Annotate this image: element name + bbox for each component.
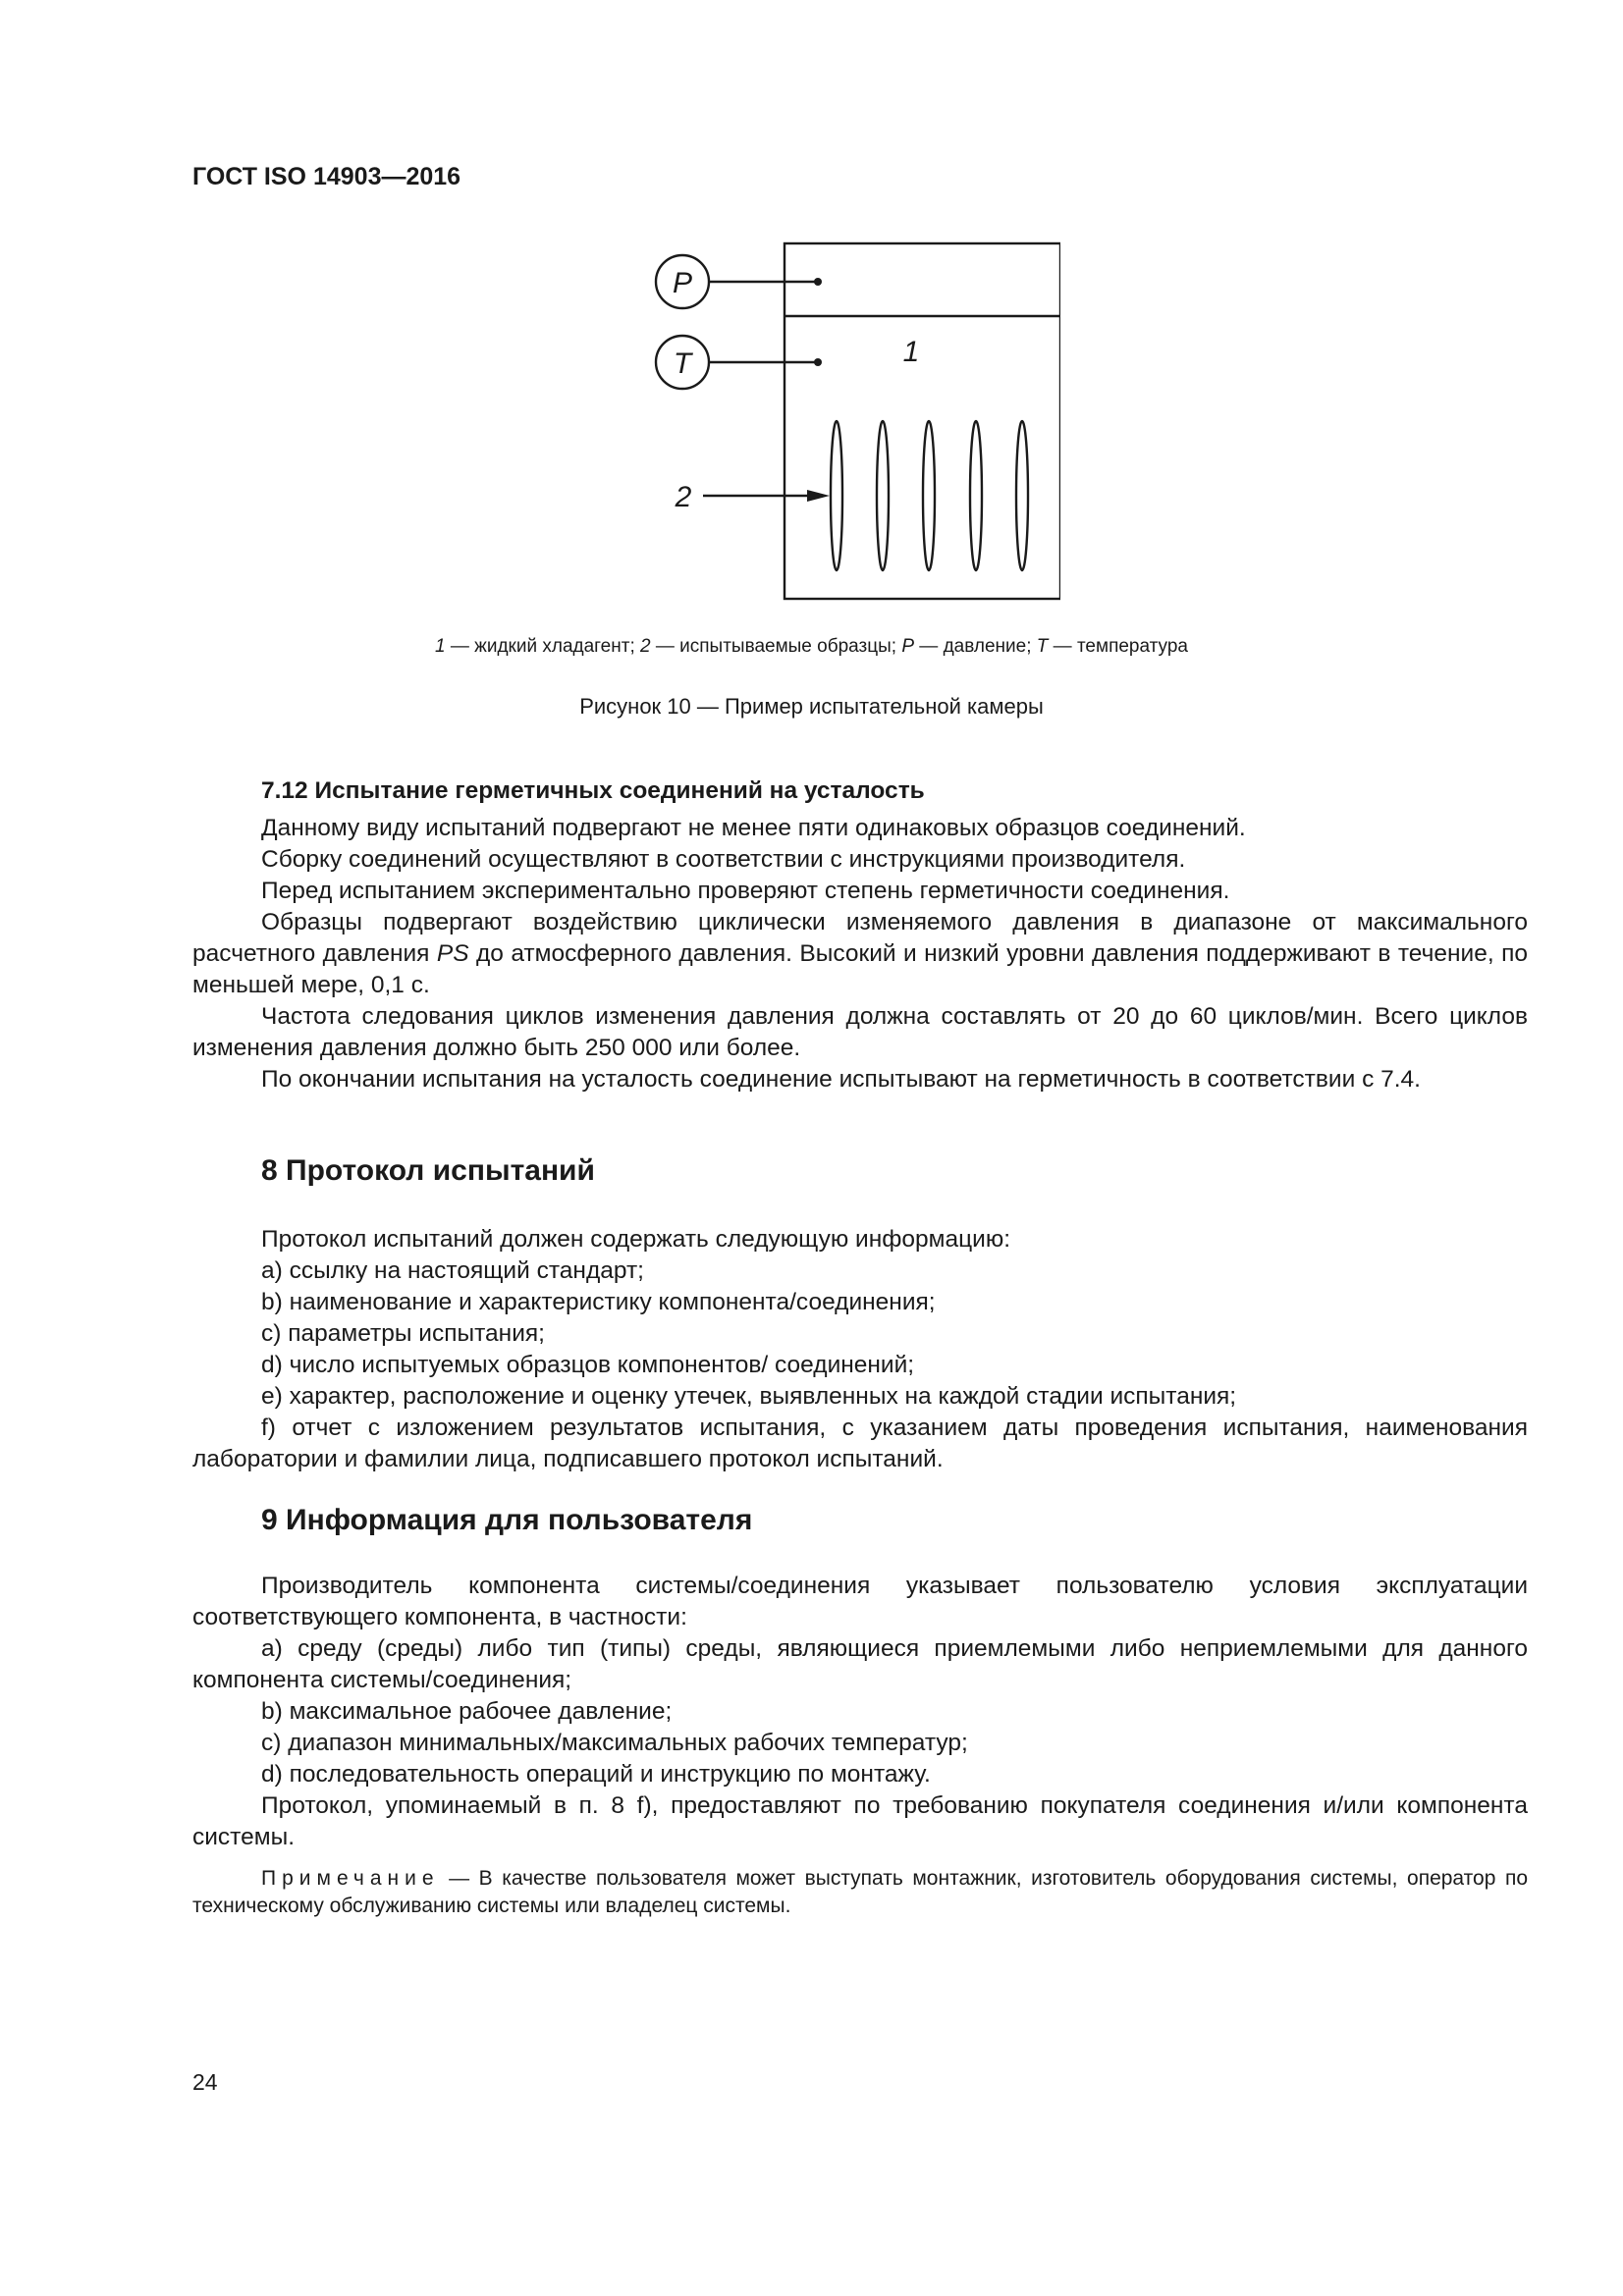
note (192, 1865, 1528, 1920)
paragraph: Протокол, упоминаемый в п. 8 f), предоставляют по требованию покупателя соединения и/или компонента системы. (192, 1792, 1528, 1850)
list-item: b) максимальное рабочее давление; (261, 1698, 673, 1725)
sample-4 (970, 421, 982, 570)
paragraph: Протокол испытаний должен содержать следующую информацию: (261, 1226, 1011, 1253)
list-item: e) характер, расположение и оценку утечек, выявленных на каждой стадии испытания; (261, 1383, 1237, 1410)
figure-label-1: 1 (902, 336, 920, 368)
figure-caption: Рисунок 10 — Пример испытательной камеры (579, 694, 1044, 719)
sample-3 (923, 421, 935, 570)
sample-1 (831, 421, 842, 570)
sample-2 (877, 421, 889, 570)
pressure-point (814, 278, 822, 286)
section-8-body (192, 1224, 1528, 1475)
figure-legend: 1 — жидкий хладагент; 2 — испытываемые образцы; P — давление; T — температура (435, 636, 1188, 657)
legend-key-p: P (901, 636, 915, 657)
section-9-title: 9 Информация для пользователя (261, 1504, 753, 1536)
paragraph: По окончании испытания на усталость соединение испытывают на герметичность в соответствии с 7.4. (261, 1066, 1421, 1093)
section-7-12-title: 7.12 Испытание герметичных соединений на усталость (261, 777, 925, 804)
paragraph: Перед испытанием экспериментально проверяют степень герметичности соединения. (261, 878, 1230, 904)
sample-5 (1016, 421, 1028, 570)
paragraph: Образцы подвергают воздействию циклически изменяемого давления в диапазоне от максимального расчетного давления PS до атмосферного давления. Высокий и низкий уровни давления поддерживают в течение, по меньшей мере, 0,1 с. (192, 909, 1528, 998)
list-item: a) среду (среды) либо тип (типы) среды, являющиеся приемлемыми либо неприемлемыми для данного компонента системы/соединения; (192, 1635, 1528, 1693)
list-item: c) параметры испытания; (261, 1320, 545, 1347)
paragraph: Данному виду испытаний подвергают не менее пяти одинаковых образцов соединений. (261, 815, 1246, 841)
figure-label-t: T (673, 347, 692, 380)
test-samples (831, 421, 1028, 570)
legend-key-1: 1 (435, 636, 446, 657)
list-item: d) число испытуемых образцов компонентов/ соединений; (261, 1352, 915, 1378)
note-label: Примечание (261, 1867, 440, 1890)
list-item: c) диапазон минимальных/максимальных рабочих температур; (261, 1730, 968, 1756)
section-8-title: 8 Протокол испытаний (261, 1154, 595, 1187)
legend-key-2: 2 (640, 636, 651, 657)
test-chamber-figure (638, 226, 1060, 618)
paragraph: Производитель компонента системы/соединения указывает пользователю условия эксплуатации соответствующего компонента, в частности: (192, 1573, 1528, 1630)
chamber-outline (784, 243, 1060, 599)
legend-key-t: T (1036, 636, 1049, 657)
paragraph: Сборку соединений осуществляют в соответствии с инструкциями производителя. (261, 846, 1186, 873)
document-code: ГОСТ ISO 14903—2016 (192, 163, 461, 190)
figure-label-p: P (672, 267, 693, 299)
page-number: 24 (192, 2069, 218, 2095)
temperature-point (814, 358, 822, 366)
list-item: f) отчет с изложением результатов испытания, с указанием даты проведения испытания, наименования лаборатории и фамилии лица, подписавшего протокол испытаний. (192, 1415, 1528, 1472)
section-7-12-body (192, 813, 1528, 1095)
list-item: d) последовательность операций и инструкцию по монтажу. (261, 1761, 931, 1788)
list-item: a) ссылку на настоящий стандарт; (261, 1257, 644, 1284)
list-item: b) наименование и характеристику компонента/соединения; (261, 1289, 936, 1315)
note-text: — В качестве пользователя может выступать монтажник, изготовитель оборудования системы, оператор по техническому обслуживанию системы или владелец системы. (192, 1867, 1528, 1917)
paragraph: Частота следования циклов изменения давления должна составлять от 20 до 60 циклов/мин. Всего циклов изменения давления должно быть 250 000 или более. (192, 1003, 1528, 1061)
section-9-body (192, 1571, 1528, 1853)
sample-arrow-head (807, 490, 830, 502)
figure-label-2: 2 (675, 481, 692, 513)
